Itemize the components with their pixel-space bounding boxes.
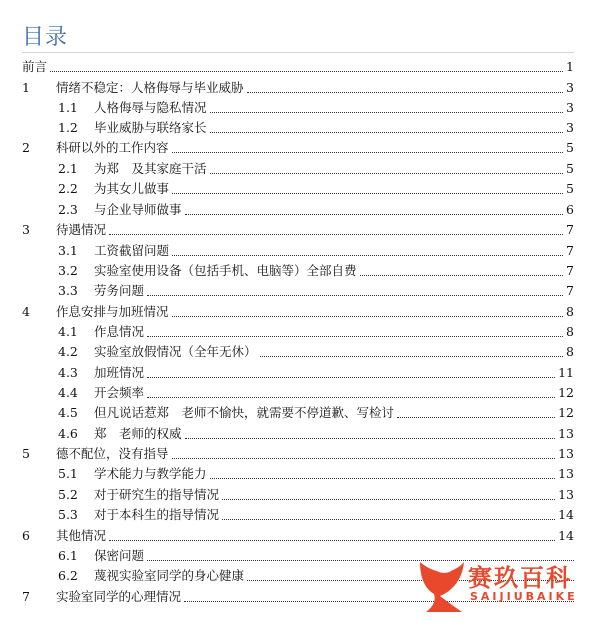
toc-entry-page: 13 bbox=[558, 426, 574, 441]
toc-entry[interactable] bbox=[0, 261, 600, 281]
toc-leader-dots bbox=[172, 316, 564, 317]
toc-entry-label: 人格侮辱与隐私情况 bbox=[94, 98, 208, 118]
toc-leader-dots bbox=[222, 519, 555, 520]
toc-entry[interactable] bbox=[0, 322, 600, 342]
toc-entry-label: 蔑视实验室同学的身心健康 bbox=[94, 566, 245, 586]
toc-entry-label: 为郑 及其家庭干活 bbox=[94, 159, 208, 179]
toc-leader-dots bbox=[147, 336, 563, 337]
toc-entry-number: 3 bbox=[22, 222, 30, 237]
toc-title: 目录 bbox=[22, 25, 69, 50]
toc-entry-number: 5.2 bbox=[58, 487, 78, 502]
toc-entry-label: 保密问题 bbox=[94, 546, 145, 566]
toc-leader-dots bbox=[172, 193, 563, 194]
toc-entry[interactable] bbox=[0, 78, 600, 98]
toc-entry-label: 待遇情况 bbox=[56, 220, 107, 240]
toc-leader-dots bbox=[172, 255, 563, 256]
toc-leader-dots bbox=[185, 438, 556, 439]
toc-entry[interactable] bbox=[0, 281, 600, 301]
toc-leader-dots bbox=[109, 234, 563, 235]
toc-entry-label: 作息安排与加班情况 bbox=[56, 302, 170, 322]
toc-leader-dots bbox=[210, 478, 556, 479]
toc-entry[interactable] bbox=[0, 403, 600, 423]
toc-leader-dots bbox=[210, 173, 564, 174]
toc-entry-page: 7 bbox=[566, 243, 574, 258]
toc-entry-page: 14 bbox=[558, 507, 574, 522]
toc-entry-page: 3 bbox=[566, 100, 574, 115]
toc-entry-page: 8 bbox=[566, 324, 574, 339]
toc-entry[interactable] bbox=[0, 363, 600, 383]
toc-leader-dots bbox=[147, 295, 563, 296]
toc-entry-number: 4.1 bbox=[58, 324, 78, 339]
toc-entry-page: 14 bbox=[558, 528, 574, 543]
toc-entry[interactable] bbox=[0, 383, 600, 403]
toc-entry[interactable] bbox=[0, 98, 600, 118]
toc-entry-number: 4.5 bbox=[58, 405, 78, 420]
toc-entry-number: 1 bbox=[22, 80, 30, 95]
toc-entry-number: 4.3 bbox=[58, 365, 78, 380]
toc-entry-label: 情绪不稳定：人格侮辱与毕业威胁 bbox=[56, 78, 245, 98]
toc-entry-number: 4 bbox=[22, 304, 30, 319]
toc-entry-label: 加班情况 bbox=[94, 363, 145, 383]
toc-entry[interactable] bbox=[0, 444, 600, 464]
toc-entry-page: 1 bbox=[566, 59, 574, 74]
toc-entry-page: 13 bbox=[558, 466, 574, 481]
toc-entry-page: 6 bbox=[566, 202, 574, 217]
toc-leader-dots bbox=[210, 112, 564, 113]
watermark-name: 赛玖百科 bbox=[468, 564, 572, 592]
toc-entry-number: 2.1 bbox=[58, 161, 78, 176]
toc-entry-number: 6.1 bbox=[58, 548, 78, 563]
toc-entry[interactable] bbox=[0, 464, 600, 484]
toc-entry-number: 2.2 bbox=[58, 181, 78, 196]
toc-entry[interactable] bbox=[0, 159, 600, 179]
toc-leader-dots bbox=[172, 152, 564, 153]
toc-entry-page: 13 bbox=[558, 487, 574, 502]
toc-leader-dots bbox=[397, 417, 555, 418]
toc-entry-page: 3 bbox=[566, 80, 574, 95]
toc-entry[interactable] bbox=[0, 118, 600, 138]
toc-entry[interactable] bbox=[0, 57, 600, 77]
toc-entry-label: 工资截留问题 bbox=[94, 241, 170, 261]
toc-entry-number: 5.1 bbox=[58, 466, 78, 481]
toc-entry-label: 劳务问题 bbox=[94, 281, 145, 301]
toc-entry-number: 前言 bbox=[22, 59, 48, 74]
toc-entry-number: 2 bbox=[22, 140, 30, 155]
toc-entry-label: 实验室同学的心理情况 bbox=[56, 587, 182, 607]
toc-entry-number: 4.2 bbox=[58, 344, 78, 359]
toc-entry[interactable] bbox=[0, 526, 600, 546]
toc-entry[interactable] bbox=[0, 505, 600, 525]
toc-entry-number: 6 bbox=[22, 528, 30, 543]
toc-entry-page: 7 bbox=[566, 222, 574, 237]
toc-entry-number: 3.1 bbox=[58, 243, 78, 258]
toc-entry[interactable] bbox=[0, 138, 600, 158]
toc-entry-page: 7 bbox=[566, 283, 574, 298]
toc-leader-dots bbox=[210, 132, 564, 133]
toc-entry-page: 3 bbox=[566, 120, 574, 135]
toc-leader-dots bbox=[172, 458, 556, 459]
toc-leader-dots bbox=[50, 71, 563, 72]
toc-entry-page: 5 bbox=[566, 181, 574, 196]
toc-entry[interactable] bbox=[0, 241, 600, 261]
toc-entry[interactable] bbox=[0, 485, 600, 505]
toc-entry-number: 3.2 bbox=[58, 263, 78, 278]
toc-entry-label: 对于研究生的指导情况 bbox=[94, 485, 220, 505]
toc-entry-label: 作息情况 bbox=[94, 322, 145, 342]
toc-leader-dots bbox=[222, 499, 555, 500]
toc-entry-label: 与企业导师做事 bbox=[94, 200, 183, 220]
toc-entry-label: 实验室放假情况（全年无休） bbox=[94, 342, 258, 362]
toc-entry-label: 开会频率 bbox=[94, 383, 145, 403]
toc-leader-dots bbox=[109, 540, 555, 541]
toc-entry-label: 对于本科生的指导情况 bbox=[94, 505, 220, 525]
toc-entry-page: 8 bbox=[566, 304, 574, 319]
toc-entry[interactable] bbox=[0, 200, 600, 220]
toc-leader-dots bbox=[260, 356, 564, 357]
toc-entry[interactable] bbox=[0, 342, 600, 362]
toc-entry-page: 7 bbox=[566, 263, 574, 278]
toc-entry-number: 5 bbox=[22, 446, 30, 461]
toc-entry-page: 12 bbox=[558, 385, 574, 400]
toc-entry-number: 1.1 bbox=[58, 100, 78, 115]
toc-entry-number: 6.2 bbox=[58, 568, 78, 583]
toc-entry[interactable] bbox=[0, 302, 600, 322]
toc-leader-dots bbox=[147, 397, 555, 398]
toc-entry-number: 5.3 bbox=[58, 507, 78, 522]
toc-entry[interactable] bbox=[0, 424, 600, 444]
toc-entry-number: 4.4 bbox=[58, 385, 78, 400]
toc-entry-page: 5 bbox=[566, 140, 574, 155]
toc-entry-page: 8 bbox=[566, 344, 574, 359]
toc-entry[interactable] bbox=[0, 220, 600, 240]
toc-entry-label: 实验室使用设备（包括手机、电脑等）全部自费 bbox=[94, 261, 358, 281]
toc-entry-page: 11 bbox=[558, 365, 574, 380]
toc-entry-label: 学术能力与教学能力 bbox=[94, 464, 208, 484]
toc-entry-page: 12 bbox=[558, 405, 574, 420]
toc-entry-label: 德不配位，没有指导 bbox=[56, 444, 170, 464]
toc-entry-label: 毕业威胁与联络家长 bbox=[94, 118, 208, 138]
toc-entry-label: 其他情况 bbox=[56, 526, 107, 546]
toc-entry-number: 3.3 bbox=[58, 283, 78, 298]
toc-entry-number: 7 bbox=[22, 589, 30, 604]
toc-leader-dots bbox=[147, 377, 555, 378]
toc-entry-label: 但凡说话惹郑 老师不愉快，就需要不停道歉、写检讨 bbox=[94, 403, 395, 423]
toc-leader-dots bbox=[185, 214, 564, 215]
toc-entry-label: 为其女儿做事 bbox=[94, 179, 170, 199]
watermark-subtitle: SAIJIUBAIKE bbox=[470, 590, 578, 603]
toc-entry-number: 4.6 bbox=[58, 426, 78, 441]
toc-entry-label: 科研以外的工作内容 bbox=[56, 138, 170, 158]
toc-leader-dots bbox=[360, 275, 564, 276]
toc-entry-page: 13 bbox=[558, 446, 574, 461]
toc-entry-label: 郑 老师的权威 bbox=[94, 424, 183, 444]
toc-entry-number: 1.2 bbox=[58, 120, 78, 135]
toc-entry[interactable] bbox=[0, 179, 600, 199]
toc-entry-page: 5 bbox=[566, 161, 574, 176]
toc-leader-dots bbox=[247, 92, 564, 93]
toc-entry-number: 2.3 bbox=[58, 202, 78, 217]
title-divider bbox=[22, 52, 574, 53]
